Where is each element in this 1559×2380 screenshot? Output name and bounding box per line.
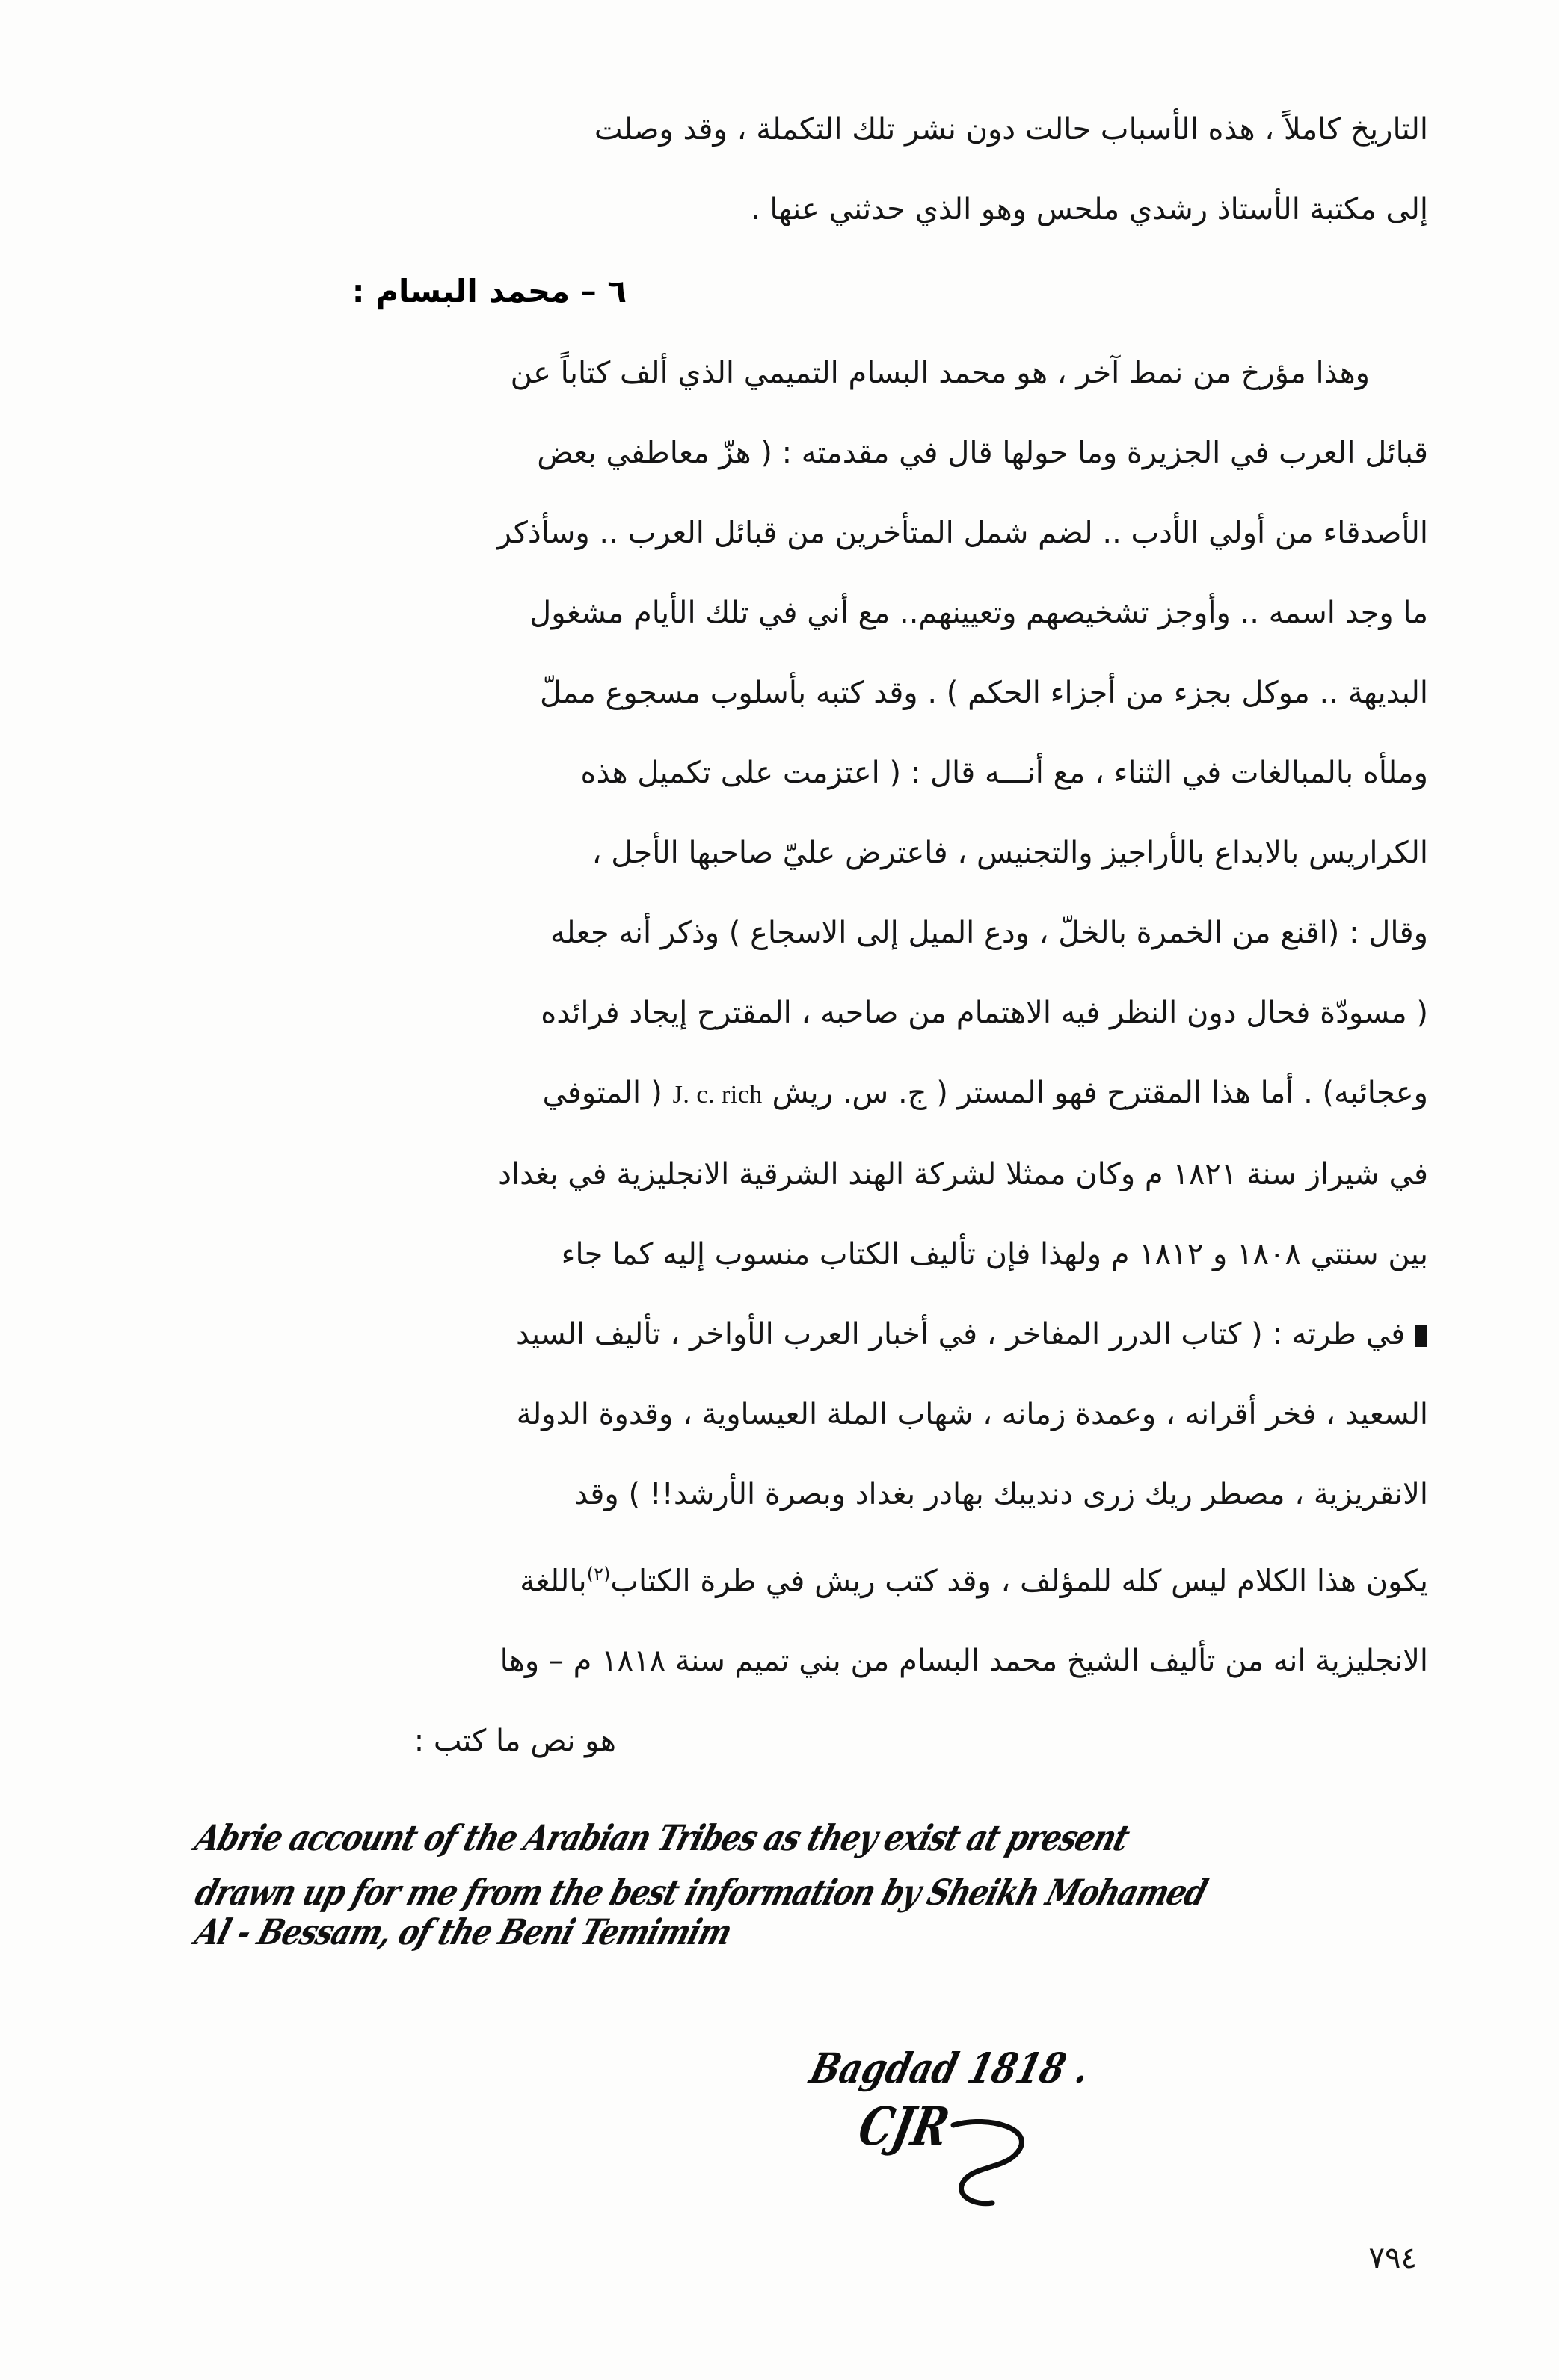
body-line: وهذا مؤرخ من نمط آخر ، هو محمد البسام التميمي الذي ألف كتاباً عن bbox=[510, 356, 1370, 390]
closing-line: هو نص ما كتب : bbox=[413, 1724, 616, 1759]
body-line: الأصدقاء من أولي الأدب .. لضم شمل المتأخرين من قبائل العرب .. وسأذكر bbox=[496, 516, 1428, 550]
body-line: قبائل العرب في الجزيرة وما حولها قال في مقدمته : ( هزّ معاطفي بعض bbox=[537, 436, 1428, 470]
page-number: ٧٩٤ bbox=[1368, 2241, 1417, 2275]
handwritten-note-facsimile bbox=[191, 1817, 1402, 2175]
body-line: وقال : (اقنع من الخمرة بالخلّ ، ودع الميل إلى الاسجاع ) وذكر أنه جعله bbox=[550, 916, 1428, 950]
body-line-with-footnote-marker bbox=[142, 1535, 1428, 1621]
handwritten-signature: CJR bbox=[853, 2095, 955, 2158]
handwritten-place-date: Bagdad 1818 . bbox=[805, 2044, 1095, 2093]
body-line: الانجليزية انه من تأليف الشيخ محمد البسام من بني تميم سنة ١٨١٨ م – وها bbox=[499, 1644, 1428, 1679]
body-line: ما وجد اسمه .. وأوجز تشخيصهم وتعيينهم.. مع أني في تلك الأيام مشغول bbox=[529, 596, 1428, 630]
signature-flourish-icon bbox=[946, 2119, 1058, 2209]
handwritten-line: Abrie account of the Arabian Tribes as they exist at present bbox=[191, 1817, 1134, 1859]
body-line: البديهة .. موكل بجزء من أجزاء الحكم ) . وقد كتبه بأسلوب مسجوع مملّ bbox=[540, 676, 1428, 710]
body-line: إلى مكتبة الأستاذ رشدي ملحس وهو الذي حدثني عنها . bbox=[750, 192, 1428, 226]
body-line: بين سنتي ١٨٠٨ و ١٨١٢ م ولهذا فإن تأليف الكتاب منسوب إليه كما جاء bbox=[561, 1237, 1428, 1271]
body-line: السعيد ، فخر أقرانه ، وعمدة زمانه ، شهاب الملة العيساوية ، وقدوة الدولة bbox=[516, 1397, 1428, 1431]
line-text: في طرته : ( كتاب الدرر المفاخر ، في أخبار العرب الأواخر ، تأليف السيد bbox=[515, 1317, 1406, 1351]
body-line: الانقريزية ، مصطر ريك زرى دنديبك بهادر بغداد وبصرة الأرشد!! ) وقد bbox=[574, 1477, 1428, 1511]
body-line: ( مسودّة فحال دون النظر فيه الاهتمام من صاحبه ، المقترح إيجاد فرائده bbox=[541, 996, 1428, 1030]
line-text-after: ( المتوفي bbox=[542, 1076, 663, 1110]
body-line-with-latin-name bbox=[142, 1053, 1428, 1135]
section-heading: ٦ – محمد البسام : bbox=[351, 273, 627, 309]
footnote-marker: (٢) bbox=[586, 1564, 611, 1585]
body-line: وملأه بالمبالغات في الثناء ، مع أنـــه قال : ( اعتزمت على تكميل هذه bbox=[580, 756, 1428, 790]
arabic-body-text bbox=[142, 90, 1428, 1781]
handwritten-line: drawn up for me from the best information by Sheikh Mohamed bbox=[191, 1872, 1211, 1914]
body-line: الكراريس بالابداع بالأراجيز والتجنيس ، فاعترض عليّ صاحبها الأجل ، bbox=[591, 836, 1428, 870]
ink-blot-mark bbox=[1415, 1325, 1427, 1347]
body-line: التاريخ كاملاً ، هذه الأسباب حالت دون نشر تلك التكملة ، وقد وصلت bbox=[594, 112, 1428, 147]
line-text-before: يكون هذا الكلام ليس كله للمؤلف ، وقد كتب ريش في طرة الكتاب bbox=[610, 1564, 1428, 1599]
latin-name: J. c. rich bbox=[672, 1081, 763, 1109]
body-line-with-inkblot bbox=[142, 1295, 1428, 1375]
handwritten-line: Al - Bessam, of the Beni Temimim bbox=[191, 1911, 737, 1953]
line-text-after: باللغة bbox=[520, 1564, 587, 1599]
body-line: في شيراز سنة ١٨٢١ م وكان ممثلا لشركة الهند الشرقية الانجليزية في بغداد bbox=[498, 1157, 1428, 1191]
line-text-before: وعجائبه) . أما هذا المقترح فهو المستر ( ج. س. ريش bbox=[772, 1076, 1428, 1110]
